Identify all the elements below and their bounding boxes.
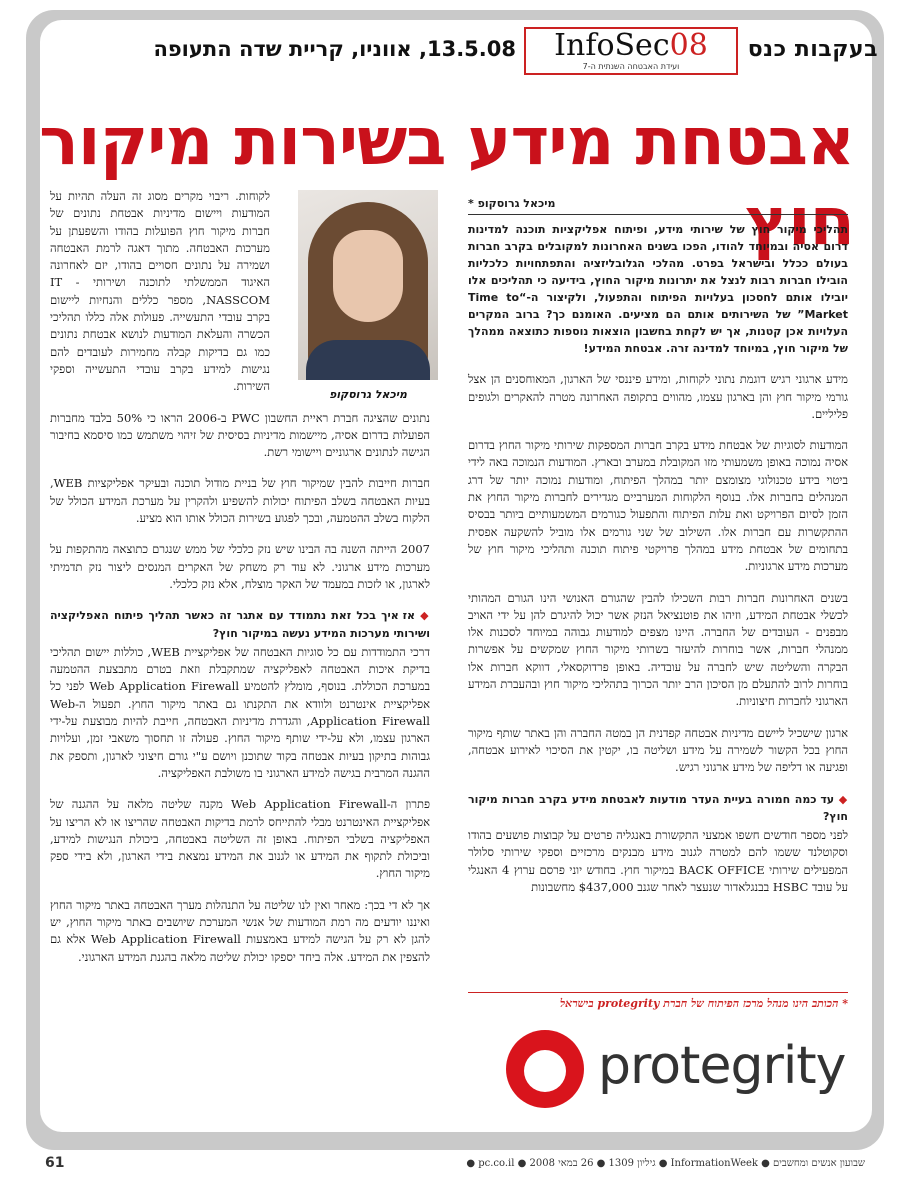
- paragraph: ארגון שישכיל ליישם מדיניות אבטחה קפדנית הן במטה החברה והן באתר שותף מיקור החוץ בכל הקשור לשמירה על מידע ושליטה בו, יקטין את הסיכוי לאירוע אבטחה, ופגיעה או דליפה של מידע ארגוני רגיש.: [468, 725, 848, 775]
- author-footnote: * הכותב הינו מנהל מרכז הפיתוח של חברת protegrity בישראל: [468, 992, 848, 1010]
- logo-num: 08: [669, 28, 708, 63]
- article-title: אבטחת מידע בשירות מיקור חוץ: [39, 103, 854, 260]
- logo-main: InfoSec: [554, 28, 670, 63]
- paragraph: חברות חייבות להבין שמיקור חוץ של בניית מודול תוכנה ובעיקר אפליקציות WEB, בעיות האבטחה בשלב הפיתוח יכולות להשפיע ולהקרין על מערכת המידע הכולל של הלקוח בשלב ההטמעה, ובכך לפגוע בשירות הכולל אותו הוא מציע.: [50, 476, 430, 526]
- header-label: בעקבות כנס: [747, 37, 878, 62]
- diamond-icon: ◆: [415, 609, 430, 623]
- paragraph: בשנים האחרונות חברות רבות השכילו להבין שהגורם האנושי הינו הגורם המהותי לכשלי אבטחת המידע, וזיהו את פוטנציאל הנזק אשר יכול להיגרם להן על ידי האויב מבפנים - העובדים של החברה. היינו מצפים למודעות גבוהה במיוחד לסכנות אלו ממנהלי חברות, אשר בוחרות להיעזר בשרותי מיקור החוץ שמקשים על אפשרות הבקרה והשליטה שיש לחברה על עובדיה. באופן פרדוקסאלי, דווקא חברות אלו בוחרות לרוב להתעלם מן הסיכון הרב יותר הכרוך בתהליכי מיקור חוץ ובהעברת המידע הארגוני לחברות חיצוניות.: [468, 590, 848, 709]
- paragraph: מידע ארגוני רגיש דוגמת נתוני לקוחות, ומידע פיננסי של הארגון, המאוחסנים הן אצל גורמי מיקור חוץ והן בארגון עצמו, מהווים בתקופה האחרונה מטרה להאקרים ולגופים פליליים.: [468, 372, 848, 421]
- diamond-icon: ◆: [834, 792, 849, 806]
- question-heading: ◆ עד כמה חמורה בעיית העדר מודעות לאבטחת מידע בקרב חברות מיקור חוץ?: [468, 792, 849, 823]
- infosec-logo: [524, 27, 738, 75]
- page-footer: [45, 1155, 865, 1171]
- question-heading: ◆ אז איך בכל זאת נתמודד עם אתגר זה כאשר תהליך פיתוח האפליקציה ושירותי מערכות המידע נעשה במיקור חוץ?: [50, 609, 430, 640]
- protegrity-logo: [506, 1030, 856, 1110]
- paragraph: פתרון ה-Web Application Firewall מקנה שליטה מלאה על ההגנה של אפליקציית האינטרנט מבלי להתייחס לרמת בדיקות האבטחה שהריצו או לא הריצו על האפליקציה בשלבי הפיתוח. באופן זה השליטה באבטחה, ביכולת הנגישות למידע, וביכולת לתקוף את המידע או לגנוב את המידע נמצאת בידי הארגון, ולא בידי ספק מיקור החוץ.: [50, 797, 431, 881]
- paragraph: המודעות לסוגיות של אבטחת מידע בקרב חברות המספקות שירותי מיקור החוץ בדרום אסיה נמוכה באופן משמעותי מזו המקובלת במערב ובארץ. המודעות הנמוכה באה לידי ביטוי בידע טכנולוגי מצומצם יותר במהלך הפיתוח, ומודעות נמוכה יותר של דרג המנהלים בחברות אלו. בנוסף הלקוחות המערביים מגדירים לחברות מיקור החוץ את הזמן לסיום הפרויקט ואת עלות הפיתוח והתפעול כגורמים המשמעותיים ביותר בבסיס ההתקשרות עם חברות אלו. השילוב של שני גורמים אלו מוביל להשקעה אפסית בתחומים של אבטחת מידע במהלך פרויקטי פיתוח תוכנה ותהליכי מיקור חוץ של מערכות מידע ארגוניות.: [468, 438, 848, 574]
- byline: מיכאל גרוסקופ *: [468, 195, 848, 215]
- paragraph: לקוחות. ריבוי מקרים מסוג זה העלה תהיות על המודעות ויישום מדיניות אבטחת נתונים של חברות מיקור חוץ הפועלות בהודו והשפעתן על מערכות האבטחה. מתוך דאגה לרמת האבטחה ושמירה על נתונים חסויים בהודו, יזם לאחרונה האיגוד הממשלתי לתוכנה ושירותי IT - NASSCOM, מספר כללים והנחיות ליישום בקרב עובדי התעשייה. פעולות אלה כללו תהליכי הכשרה והעלאת המודעות לנושא אבטחת נתונים כמו גם בדיקות קבלה מחמירות לעובדים להם נגישות למידע בקרב עובדי התעשייה וספקי השירות.: [50, 189, 270, 394]
- paragraph: לפני מספר חודשים חשפו אמצעי התקשורת באנגליה פרטים על קבוצות פושעים בהודו וסקוטלנד ששמו להם למטרה לגנוב מידע מבנקים מרכזיים וספקי שירותי סלולר המפעילים שירותי BACK OFFICE במיקור חוץ. בחודש יוני פרסם ערוץ 4 האנגלי על עובד HSBC בבנגלאדור שנעצר לאחר שגנב $437,000 מחשבונות: [468, 828, 849, 895]
- paragraph: נתונים שהציגה חברת ראיית החשבון PWC ב-2006 הראו כי 50% בלבד מחברות הפועלות בדרום אסיה, מיישמות מדיניות בסיסית של זיהוי משתמש כמו סיסמא בחיבור הגישה לנתונים ארגוניים ויישומי רשת.: [50, 410, 430, 460]
- header: [28, 27, 878, 69]
- event-info: 13.5.08, אווניו, קריית שדה התעופה: [153, 37, 516, 61]
- page-number: 61: [45, 1155, 65, 1171]
- photo-caption: מיכאל גרוסקופ: [329, 388, 407, 401]
- paragraph: דרכי התמודדות עם כל סוגיות האבטחה של אפליקציית WEB, כוללות יישום תהליכי בדיקת איכות האבטחה לאפליקציה שמתקבלת וזאת בטרם מתבצעת ההטמעה במערכת הכוללת. בנוסף, מומלץ להטמיע Web Application Firewall לפני כל אפליקציית אינטרנט ולוודא את התקנתו גם באתר מיקור החוץ. תפעול ה-Web Application Firewall, והגדרת מדיניות האבטחה, חייבת להיות מבוצעת על-ידי הארגון עצמו, ולא על-ידי שותף מיקור החוץ. פעולה זו תחסוך משאבי זמן, ועלויות גבוהות בתיקון בעיות אבטחה בקוד שתוכנן ויושם ע"י גורם חיצוני לארגון, ותספק את ההגנה המרבית בגישה למידע הארגוני בו משולבת האפליקציה.: [50, 644, 430, 780]
- protegrity-mark-icon: [506, 1030, 584, 1108]
- lead-paragraph: תהליכי מיקור חוץ של שירותי מידע, ופיתוח אפליקציות תוכנה למדינות דרום אסיה ובמיוחד להודו, הפכו בשנים האחרונות למקובלים בקרב חברות בעולם ככלל ובישראל בפרט. מהלכי הגלובליזציה והתפתחויות כלכליות הובילו חברות רבות לנצל את יתרונות מיקור החוץ, בידיעה כי תהליכים אלו יובילו אותם לחסכון בעלויות הפיתוח והתפעול, ולקיצור ה-“Time to Market” של השירותים אותם הם מציעים. האומנם כך? ברוב המקרים העלויות אכן קטנות, אך יש לקחת בחשבון הוצאות נוספות כתוצאה ממהלך של מיקור חוץ, במיוחד למדינה זרה. אבטחת המידע!: [468, 223, 849, 356]
- paragraph: 2007 הייתה השנה בה הבינו שיש נזק כלכלי של ממש שנגרם כתוצאה מהתקפות על מערכות מידע ארגוני. לא עוד רק משחק של האקרים המנסים ליצור נזק תדמיתי לארגון, או לזכות במעמד של האקר מוצלח, אלא נזק כלכלי.: [50, 542, 430, 591]
- footer-text: שבועון אנשים ומחשבים ● InformationWeek ● גיליון 1309 ● 26 במאי 2008 ● pc.co.il ●: [466, 1158, 865, 1169]
- column-right: [468, 195, 848, 910]
- column-left: [50, 188, 430, 980]
- protegrity-wordmark: protegrity: [598, 1036, 846, 1096]
- logo-subtitle: ועידת האבטחה השנתית ה-7: [582, 62, 680, 71]
- paragraph: אך לא די בכך: מאחר ואין לנו שליטה על התנהלות מערך האבטחה באתר מיקור החוץ ואיננו יודעים מה רמת המודעות של אנשי המערכת שיושבים באתר מיקור החוץ, יש להגן לא רק על הגישה למידע באמצעות Web Application Firewall אלא גם להצפין את המידע. אלה ביחד יספקו יכולת שליטה מלאה בהגנת המידע הארגוני.: [50, 897, 431, 964]
